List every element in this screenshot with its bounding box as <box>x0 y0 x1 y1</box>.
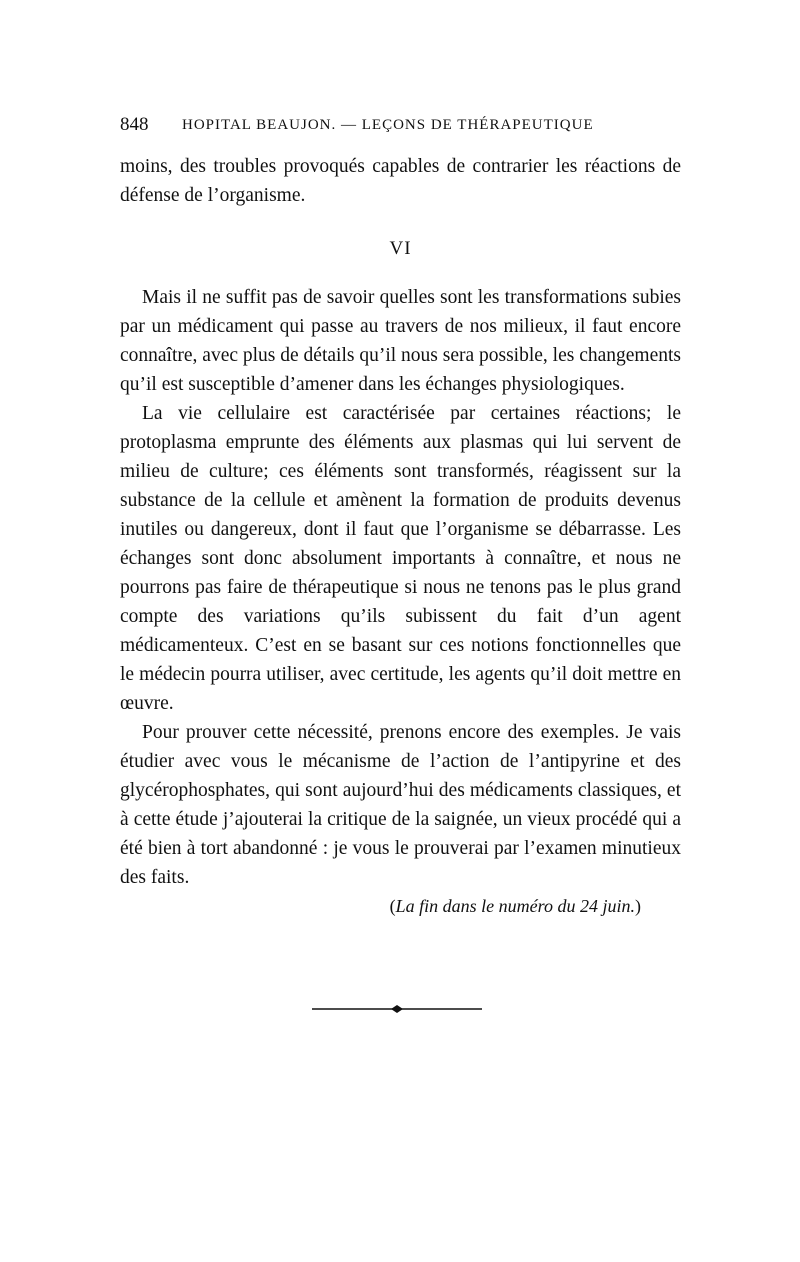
paragraph-3: Pour prouver cette nécessité, prenons encore des exemples. Je vais étudier avec vous le mécanisme de l’action de l’antipyrine et des glycérophosphates, qui sont aujourd’hui des médicaments classiques, et à cette étude j’ajouterai la critique de la saignée, un vieux procédé qui a été bien à tort abandonné : je vous le prouverai par l’examen minutieux des faits. <box>120 722 681 888</box>
end-ornament-icon <box>312 1004 482 1014</box>
continuation-note <box>120 892 641 921</box>
continuation-text: La fin dans le numéro du 24 juin. <box>395 896 635 916</box>
paren-close: ) <box>635 896 641 916</box>
paragraph-continued: moins, des troubles provoqués capables de contrarier les réactions de défense de l’organisme. <box>120 156 681 206</box>
paren-open: ( <box>389 896 396 916</box>
section-heading: VI <box>389 238 412 259</box>
page-header <box>120 114 680 142</box>
page-number: 848 <box>120 114 149 135</box>
paragraph-2: La vie cellulaire est caractérisée par certaines réactions; le protoplasma emprunte des éléments aux plasmas qui lui servent de milieu de culture; ces éléments sont transformés, réagissent sur la substance de la cellule et amènent la formation de produits devenus inutiles ou dangereux, dont il faut que l’organisme se débarrasse. Les échanges sont donc absolument importants à connaître, et nous ne pourrons pas faire de thérapeutique si nous ne tenons pas le plus grand compte des variations qu’ils subissent du fait d’un agent médicamenteux. C’est en se basant sur ces notions fonctionnelles que le médecin pourra utiliser, avec certitude, les agents qu’il doit mettre en œuvre. <box>120 403 681 714</box>
running-title: HOPITAL BEAUJON. — LEÇONS DE THÉRAPEUTIQUE <box>182 117 594 133</box>
article-body <box>120 152 681 921</box>
paragraph-1: Mais il ne suffit pas de savoir quelles sont les transformations subies par un médicament qui passe au travers de nos milieux, il faut encore connaître, avec plus de détails qu’il nous sera possible, les changements qu’il est susceptible d’amener dans les échanges physiologiques. <box>120 287 682 395</box>
